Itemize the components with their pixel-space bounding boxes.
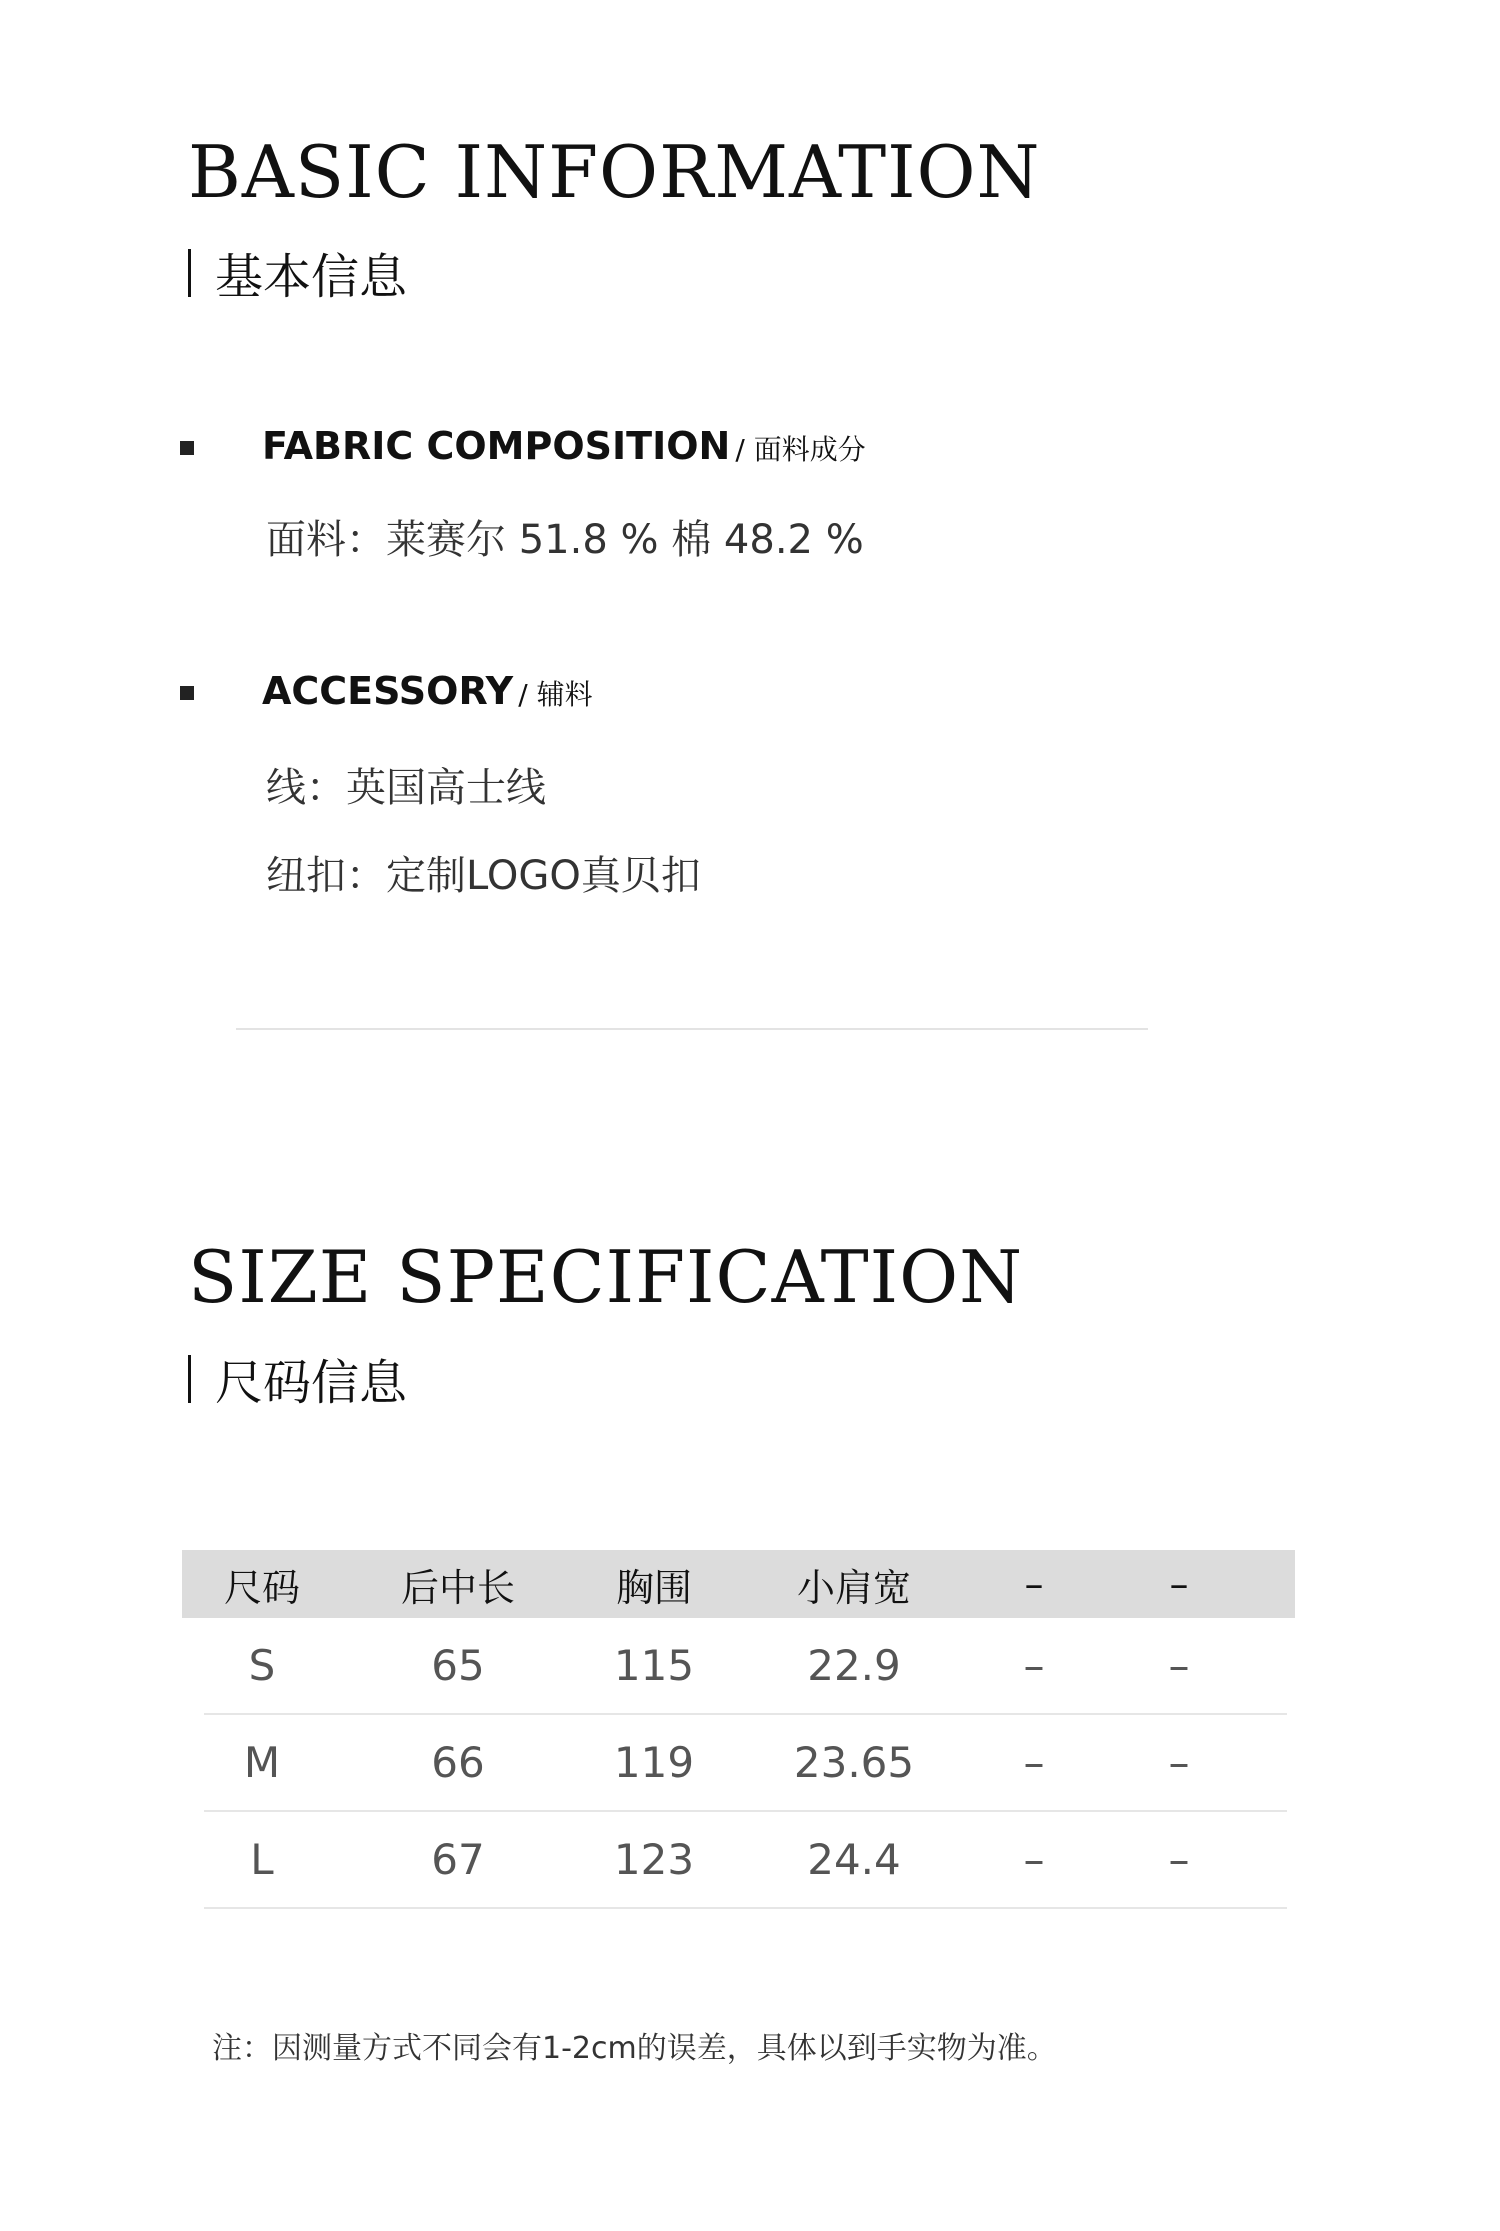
cell-shoulder: 22.9 xyxy=(807,1641,901,1690)
cell-size: S xyxy=(248,1641,276,1690)
cell-blank-1: – xyxy=(1023,1641,1045,1690)
header-cell-blank-1: – xyxy=(1024,1562,1044,1606)
size-spec-subtitle-text: 尺码信息 xyxy=(215,1355,408,1411)
cell-back-length: 67 xyxy=(431,1835,485,1884)
fabric-composition-line: 面料：莱赛尔 51.8 % 棉 48.2 % xyxy=(266,517,864,563)
subtitle-bar xyxy=(188,249,191,297)
size-spec-subtitle xyxy=(188,1344,407,1413)
accessory-button-line: 纽扣：定制LOGO真贝扣 xyxy=(266,853,701,899)
header-cell-shoulder: 小肩宽 xyxy=(796,1565,911,1610)
size-table xyxy=(182,1550,1295,1909)
size-spec-title: SIZE SPECIFICATION xyxy=(188,1235,1024,1319)
cell-chest: 119 xyxy=(613,1738,695,1787)
table-row xyxy=(204,1715,1287,1812)
cell-shoulder: 24.4 xyxy=(807,1835,901,1884)
header-cell-chest: 胸围 xyxy=(615,1565,692,1610)
basic-info-title: BASIC INFORMATION xyxy=(188,130,1041,214)
cell-blank-1: – xyxy=(1023,1835,1045,1884)
fabric-label-en: FABRIC COMPOSITION xyxy=(262,424,731,468)
subtitle-bar xyxy=(188,1355,191,1403)
basic-info-subtitle-text: 基本信息 xyxy=(215,249,408,305)
cell-blank-2: – xyxy=(1168,1641,1190,1690)
table-row xyxy=(204,1812,1287,1909)
accessory-thread-line: 线：英国高士线 xyxy=(266,765,546,811)
header-cell-back-length: 后中长 xyxy=(400,1565,515,1610)
accessory-label-cn: / 辅料 xyxy=(518,678,593,711)
cell-blank-2: – xyxy=(1168,1738,1190,1787)
accessory-bullet-icon xyxy=(180,686,194,700)
section-divider xyxy=(236,1028,1148,1030)
basic-info-subtitle xyxy=(188,238,407,307)
cell-blank-2: – xyxy=(1168,1835,1190,1884)
table-row xyxy=(204,1618,1287,1715)
accessory-label xyxy=(262,669,593,713)
accessory-label-en: ACCESSORY xyxy=(262,669,514,713)
cell-chest: 123 xyxy=(613,1835,695,1884)
cell-chest: 115 xyxy=(613,1641,695,1690)
header-cell-blank-2: – xyxy=(1169,1562,1189,1606)
size-table-header xyxy=(182,1550,1295,1618)
fabric-label xyxy=(262,424,866,468)
cell-size: L xyxy=(250,1835,274,1884)
cell-shoulder: 23.65 xyxy=(793,1738,915,1787)
fabric-bullet-icon xyxy=(180,441,194,455)
cell-size: M xyxy=(243,1738,281,1787)
fabric-label-cn: / 面料成分 xyxy=(735,433,866,466)
measurement-note: 注：因测量方式不同会有1-2cm的误差，具体以到手实物为准。 xyxy=(212,2031,1057,2066)
header-cell-size: 尺码 xyxy=(223,1565,300,1610)
cell-back-length: 66 xyxy=(431,1738,485,1787)
cell-blank-1: – xyxy=(1023,1738,1045,1787)
cell-back-length: 65 xyxy=(431,1641,485,1690)
